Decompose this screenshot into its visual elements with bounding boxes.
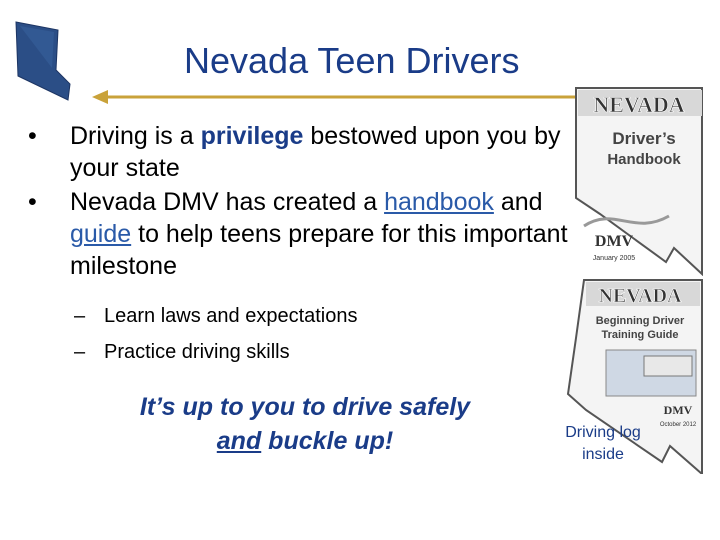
- bullet-text: Driving is a: [70, 122, 201, 150]
- sub-bullet-marker: –: [74, 341, 86, 363]
- guide-inset-sign: [644, 356, 692, 376]
- safety-message-line1: It’s up to you to drive safely: [139, 393, 471, 421]
- handbook-link[interactable]: handbook: [384, 188, 494, 216]
- sub-bullet-item: [74, 298, 358, 334]
- bullet-text: Nevada DMV has created a: [70, 188, 385, 216]
- guide-link[interactable]: guide: [70, 220, 132, 248]
- bullet-text: bestowed upon you by your state: [70, 122, 561, 182]
- sub-bullet-text: Learn laws and expectations: [104, 305, 358, 327]
- sub-bullet-item: [74, 334, 358, 370]
- bullet-item: [28, 186, 568, 282]
- handbook-date-text: January 2005: [592, 255, 636, 262]
- guide-agency-text: DMV: [663, 403, 693, 417]
- bullet-marker: •: [28, 188, 37, 216]
- safety-message-rest: buckle up!: [261, 427, 394, 455]
- guide-state-text: NEVADA: [598, 285, 682, 307]
- safety-message-line2: [100, 424, 510, 458]
- sub-bullet-list: [74, 298, 358, 370]
- handbook-title-line1: Driver’s: [612, 129, 676, 148]
- handbook-agency-text: DMV: [594, 233, 634, 250]
- privilege-term: privilege: [200, 122, 304, 150]
- safety-message-and: and: [216, 427, 262, 455]
- sub-bullet-text: Practice driving skills: [104, 341, 290, 363]
- drivers-handbook-cover[interactable]: [574, 86, 704, 276]
- handbook-state-text: NEVADA: [593, 92, 685, 117]
- main-bullet-list: [28, 120, 568, 282]
- sub-bullet-marker: –: [74, 305, 86, 327]
- bullet-text: and: [493, 188, 543, 216]
- handbook-title-line2: Handbook: [607, 151, 681, 168]
- bullet-marker: •: [28, 122, 37, 150]
- slide-title: Nevada Teen Drivers: [184, 40, 520, 81]
- bullet-text: to help teens prepare for this important milestone: [70, 220, 568, 280]
- safety-message: [100, 390, 510, 458]
- driving-log-caption: Driving log inside: [565, 424, 641, 463]
- guide-title-line2: Training Guide: [601, 329, 679, 341]
- bullet-item: [28, 120, 568, 184]
- guide-date-text: October 2012: [659, 422, 697, 428]
- guide-title-line1: Beginning Driver: [595, 315, 685, 327]
- nevada-state-logo: [14, 20, 74, 102]
- title-underline-arrow: [92, 88, 602, 106]
